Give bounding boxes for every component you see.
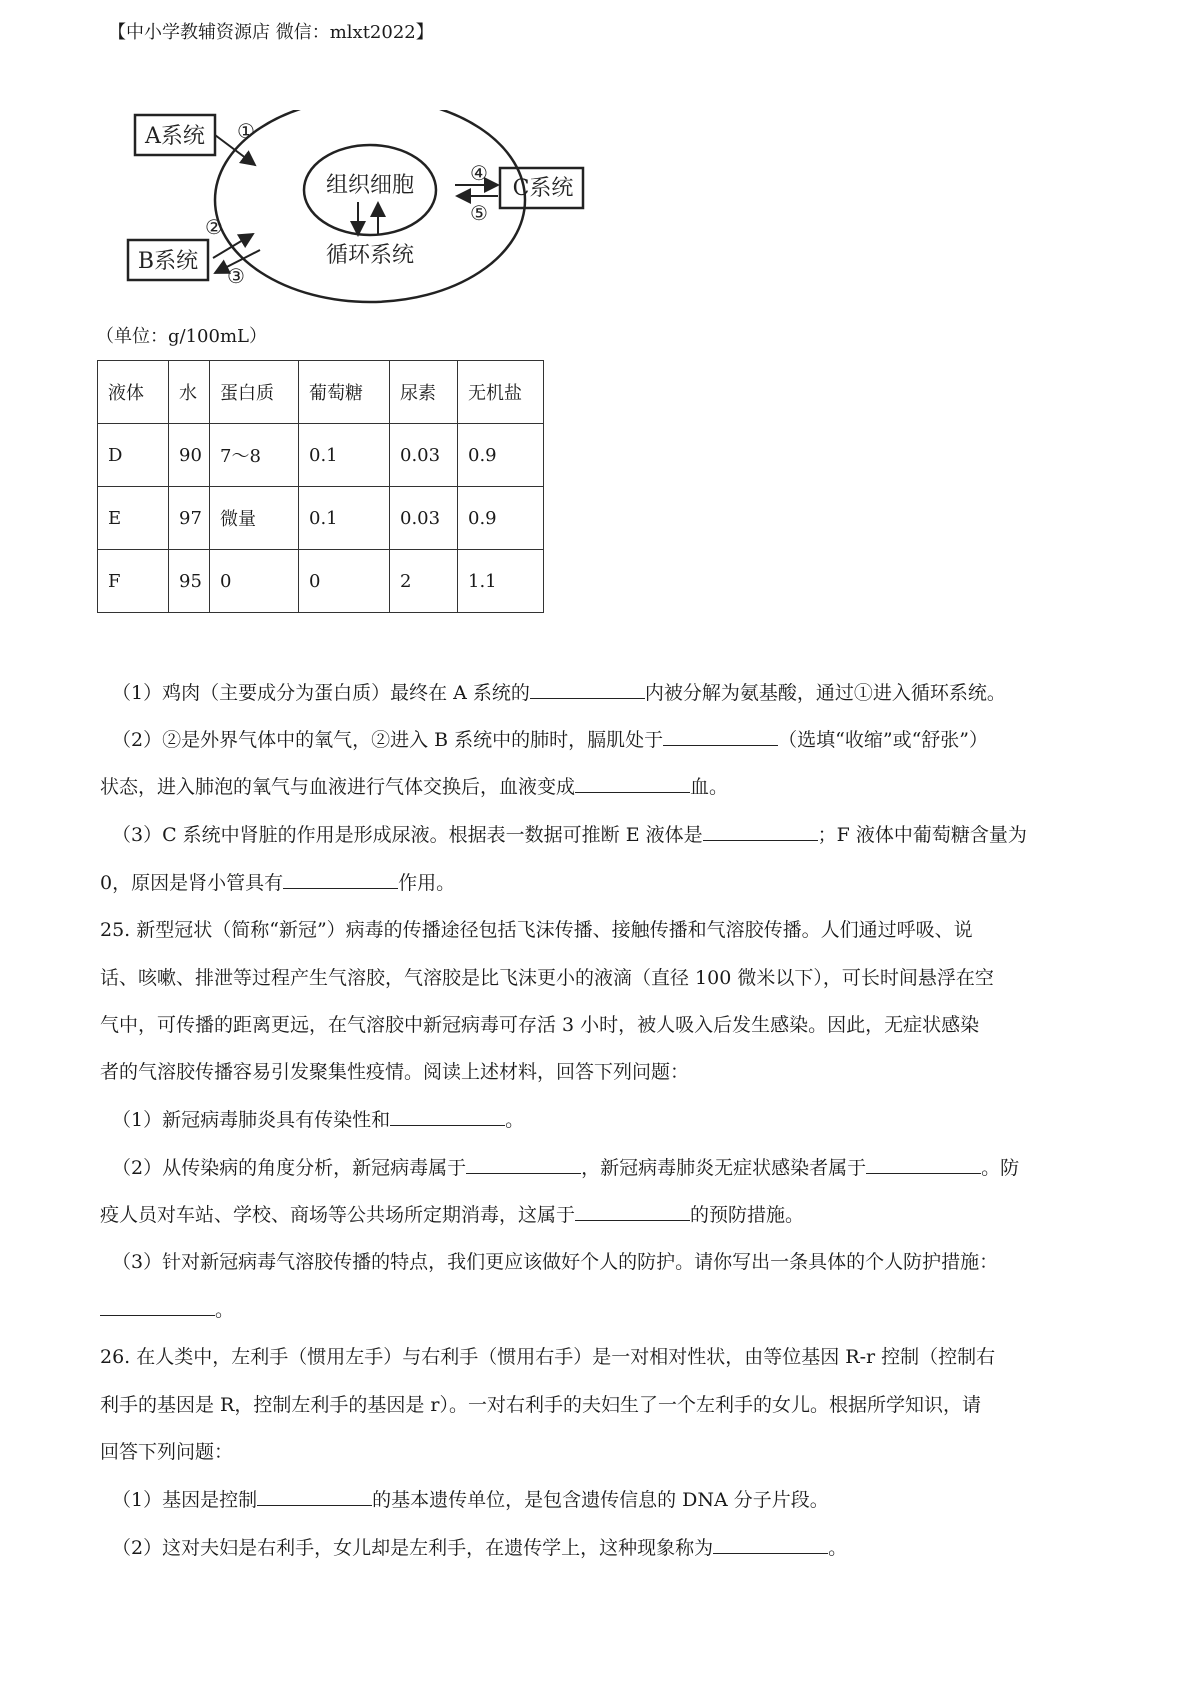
table-cell: D [98, 424, 169, 487]
table-cell: 97 [169, 487, 210, 550]
circulatory-label: 循环系统 [325, 243, 415, 268]
table-cell: F [98, 550, 169, 613]
table-row [98, 424, 544, 487]
answer-blank [466, 1155, 581, 1174]
label-n5: ⑤ [470, 201, 488, 225]
table-cell: 0.03 [390, 487, 458, 550]
q24-part3-cont: 0，原因是肾小管具有 作用。 [100, 872, 456, 894]
table-cell: E [98, 487, 169, 550]
table-row [98, 550, 544, 613]
label-n3: ③ [227, 264, 245, 288]
table-cell: 0.03 [390, 424, 458, 487]
q25-part2-cont: 疫人员对车站、学校、商场等公共场所定期消毒，这属于 的预防措施。 [100, 1204, 805, 1226]
q26-part2: （2）这对夫妇是右利手，女儿却是左利手，在遗传学上，这种现象称为 。 [112, 1537, 848, 1559]
header-cell: 尿素 [390, 361, 458, 424]
header-cell: 液体 [98, 361, 169, 424]
table-cell: 0.1 [299, 487, 390, 550]
label-n4: ④ [470, 161, 488, 185]
table-cell: 0.1 [299, 424, 390, 487]
q24-part2: （2）②是外界气体中的氧气，②进入 B 系统中的肺时，膈肌处于 （选填“收缩”或“舒张”） [112, 729, 988, 751]
q26-stem-line1: 26. 在人类中，左利手（惯用左手）与右利手（惯用右手）是一对相对性状，由等位基因 R-r 控制（控制右 [100, 1346, 996, 1368]
q26-part1: （1）基因是控制 的基本遗传单位，是包含遗传信息的 DNA 分子片段。 [112, 1489, 829, 1511]
q26-stem-line3: 回答下列问题： [100, 1441, 234, 1463]
table-cell: 0.9 [458, 487, 544, 550]
table-cell: 2 [390, 550, 458, 613]
source-header: 【中小学教辅资源店 微信：mlxt2022】 [108, 22, 434, 43]
answer-blank [575, 1202, 690, 1221]
q25-part3: （3）针对新冠病毒气溶胶传播的特点，我们更应该做好个人的防护。请你写出一条具体的个人防护措施： [112, 1251, 999, 1273]
body-systems-diagram [125, 110, 595, 310]
header-cell: 蛋白质 [210, 361, 299, 424]
q25-stem-line4: 者的气溶胶传播容易引发聚集性疫情。阅读上述材料，回答下列问题： [100, 1061, 690, 1083]
q25-stem-line3: 气中，可传播的距离更远，在气溶胶中新冠病毒可存活 3 小时，被人吸入后发生感染。因此，无症状感染 [100, 1014, 980, 1036]
header-cell: 水 [169, 361, 210, 424]
unit-note: （单位：g/100mL） [96, 326, 267, 347]
table-cell: 微量 [210, 487, 299, 550]
q25-part3-cont: 。 [100, 1297, 1090, 1322]
q24-part3: （3）C 系统中肾脏的作用是形成尿液。根据表一数据可推断 E 液体是 ；F 液体中葡萄糖含量为 [112, 824, 1027, 846]
b-system-label: B系统 [137, 249, 199, 274]
answer-blank [575, 774, 690, 793]
q25-stem-line1: 25. 新型冠状（简称“新冠”）病毒的传播途径包括飞沫传播、接触传播和气溶胶传播。人们通过呼吸、说 [100, 919, 973, 941]
answer-blank [703, 822, 818, 841]
q25-part2: （2）从传染病的角度分析，新冠病毒属于 ，新冠病毒肺炎无症状感染者属于 。防 [112, 1157, 1020, 1179]
q26-stem-line2: 利手的基因是 R，控制左利手的基因是 r）。一对右利手的夫妇生了一个左利手的女儿。根据所学知识，请 [100, 1394, 981, 1416]
table-cell: 0 [210, 550, 299, 613]
table-header-row [98, 361, 544, 424]
a-system-label: A系统 [145, 124, 205, 149]
answer-blank [530, 680, 645, 699]
label-n2: ② [205, 215, 223, 239]
answer-blank [663, 727, 778, 746]
header-cell: 无机盐 [458, 361, 544, 424]
label-n1: ① [237, 119, 255, 143]
q25-part1: （1）新冠病毒肺炎具有传染性和 。 [112, 1109, 525, 1131]
table-cell: 1.1 [458, 550, 544, 613]
table-cell: 90 [169, 424, 210, 487]
table-row [98, 487, 544, 550]
table-cell: 95 [169, 550, 210, 613]
table-cell: 0 [299, 550, 390, 613]
q25-stem-line2: 话、咳嗽、排泄等过程产生气溶胶，气溶胶是比飞沫更小的液滴（直径 100 微米以下），可长时间悬浮在空 [100, 967, 994, 989]
table-cell: 7～8 [210, 424, 299, 487]
answer-blank [257, 1487, 372, 1506]
tissue-cell-label: 组织细胞 [325, 173, 415, 198]
table-cell: 0.9 [458, 424, 544, 487]
q24-part2-cont: 状态，进入肺泡的氧气与血液进行气体交换后，血液变成 血。 [100, 776, 729, 798]
answer-blank [100, 1297, 215, 1316]
answer-blank [713, 1535, 828, 1554]
answer-blank [390, 1107, 505, 1126]
answer-blank [283, 870, 398, 889]
q24-part1: （1）鸡肉（主要成分为蛋白质）最终在 A 系统的 内被分解为氨基酸，通过①进入循环系统。 [112, 682, 1006, 704]
header-cell: 葡萄糖 [299, 361, 390, 424]
c-system-label: C系统 [512, 176, 574, 201]
fluid-composition-table [97, 360, 544, 613]
answer-blank [866, 1155, 981, 1174]
